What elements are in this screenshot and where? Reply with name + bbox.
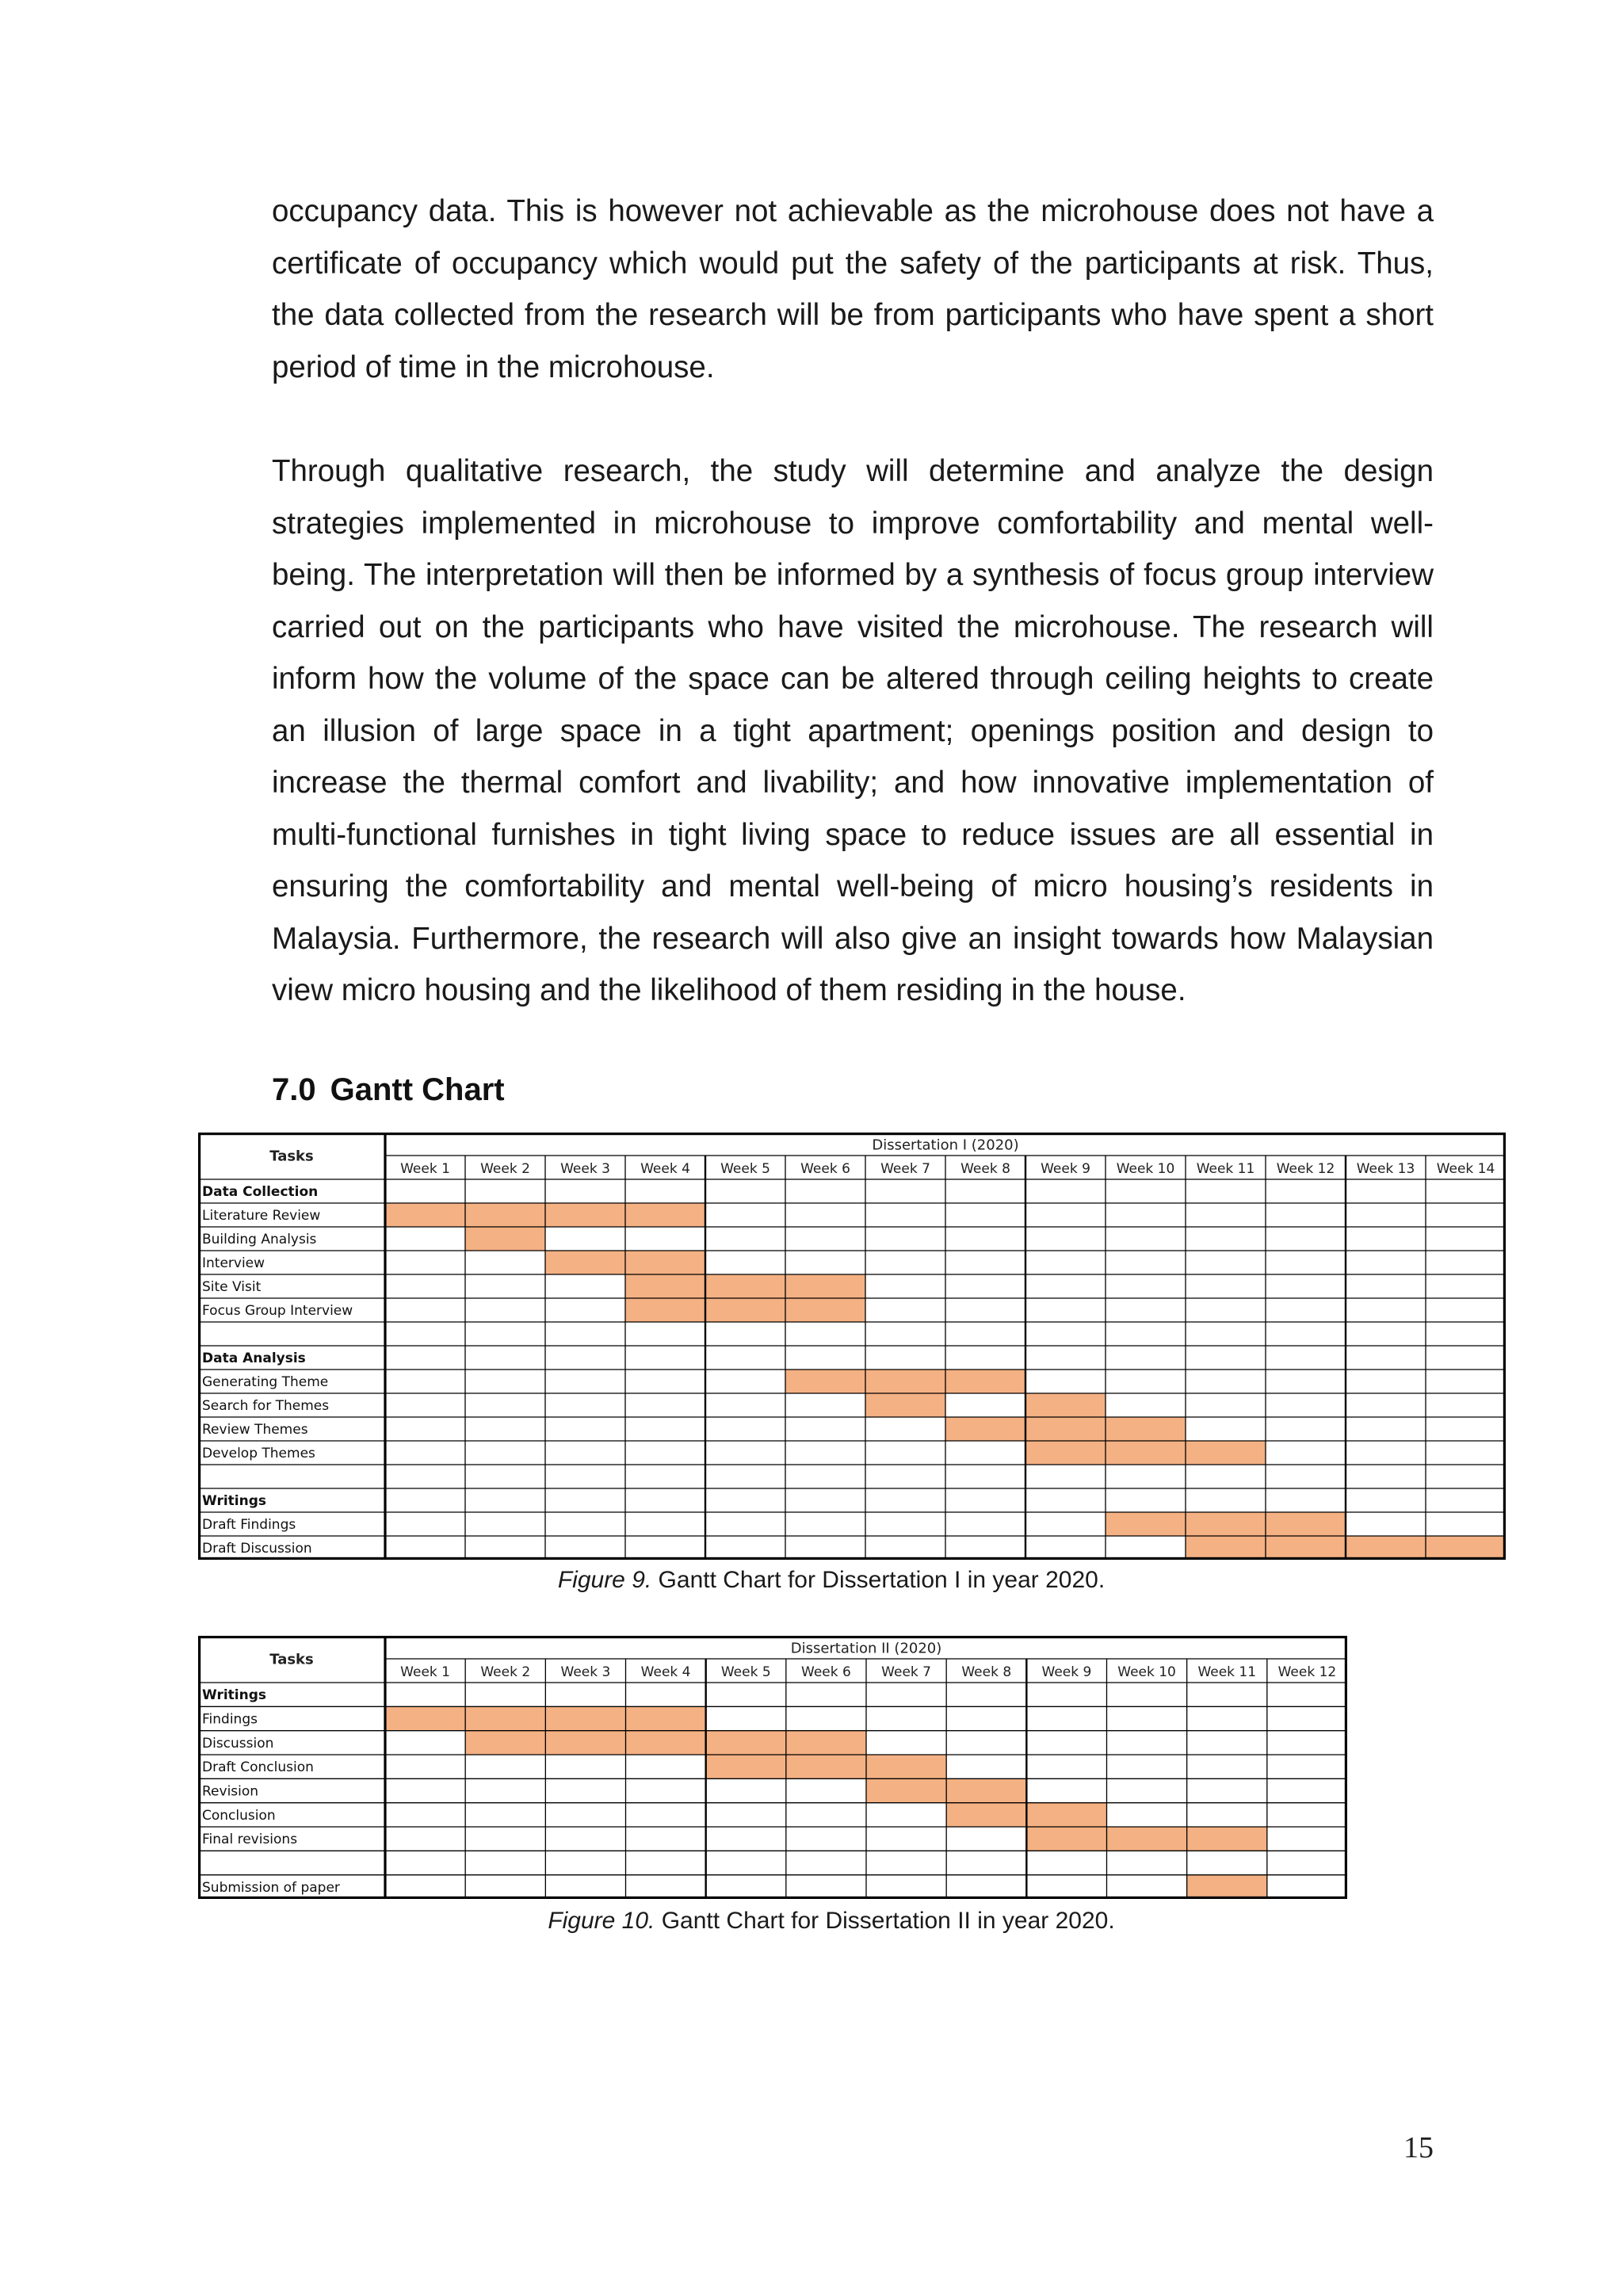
gantt-bar-cell (625, 1251, 705, 1274)
gantt-bar-cell (945, 1370, 1025, 1393)
task-group-label: Data Analysis (202, 1350, 306, 1366)
gantt-bar-cell (385, 1706, 465, 1730)
gantt-bar-cell (866, 1755, 946, 1778)
gantt-bar-cell (465, 1227, 545, 1251)
figure-9-caption (0, 1567, 1623, 1594)
chart-title: Dissertation I (2020) (872, 1137, 1019, 1154)
week-label: Week 2 (480, 1161, 530, 1177)
week-label: Week 3 (560, 1664, 611, 1680)
week-label: Week 9 (1041, 1161, 1090, 1177)
week-label: Week 8 (961, 1664, 1012, 1680)
week-label: Week 1 (400, 1161, 450, 1177)
gantt-bar-cell (946, 1778, 1026, 1802)
gantt-bar-cell (706, 1755, 786, 1778)
task-group-label: Data Collection (202, 1184, 319, 1200)
task-label: Literature Review (202, 1208, 321, 1224)
gantt-bar-cell (786, 1731, 866, 1755)
week-label: Week 2 (480, 1664, 531, 1680)
gantt-bar-cell (465, 1706, 545, 1730)
week-label: Week 10 (1116, 1161, 1175, 1177)
gantt-bar-cell (465, 1203, 545, 1227)
gantt-bar-cell (1426, 1536, 1506, 1560)
gantt-bar-cell (706, 1731, 786, 1755)
gantt-bar-cell (1187, 1827, 1267, 1851)
task-label: Draft Discussion (202, 1541, 312, 1557)
gantt-bar-cell (1266, 1536, 1346, 1560)
week-label: Week 6 (801, 1664, 851, 1680)
week-label: Week 8 (960, 1161, 1010, 1177)
figure-10-caption (0, 1908, 1623, 1935)
task-label: Focus Group Interview (202, 1303, 353, 1319)
gantt-bar-cell (626, 1731, 706, 1755)
week-label: Week 5 (720, 1161, 770, 1177)
task-label: Revision (202, 1783, 259, 1800)
week-label: Week 14 (1436, 1161, 1495, 1177)
gantt-bar-cell (545, 1731, 625, 1755)
gantt-bar-cell (1186, 1536, 1266, 1560)
week-label: Week 12 (1277, 1664, 1337, 1680)
figure-9-label: Figure 9. (557, 1567, 652, 1593)
week-label: Week 7 (881, 1664, 931, 1680)
gantt-bar-cell (465, 1731, 545, 1755)
week-label: Week 13 (1356, 1161, 1415, 1177)
gantt-bar-cell (625, 1203, 705, 1227)
tasks-header: Tasks (269, 1651, 314, 1668)
gantt-bar-cell (785, 1298, 865, 1322)
task-label: Discussion (202, 1735, 274, 1752)
chart-title: Dissertation II (2020) (790, 1640, 942, 1657)
gantt-bar-cell (1106, 1441, 1186, 1465)
gantt-bar-cell (1106, 1417, 1186, 1441)
task-label: Draft Findings (202, 1517, 296, 1533)
gantt-bar-cell (625, 1298, 705, 1322)
task-label: Building Analysis (202, 1232, 317, 1247)
gantt-bar-cell (1026, 1827, 1106, 1851)
task-label: Review Themes (202, 1422, 308, 1438)
gantt-bar-cell (1107, 1827, 1187, 1851)
task-label: Develop Themes (202, 1446, 315, 1461)
gantt-bar-cell (865, 1370, 945, 1393)
week-label: Week 4 (640, 1664, 691, 1680)
task-label: Interview (202, 1255, 265, 1271)
page-number: 15 (1403, 2131, 1434, 2164)
gantt-bar-cell (785, 1370, 865, 1393)
task-label: Findings (202, 1711, 258, 1728)
task-group-label: Writings (202, 1687, 267, 1704)
week-label: Week 5 (720, 1664, 771, 1680)
gantt-bar-cell (1346, 1536, 1426, 1560)
gantt-bar-cell (1266, 1512, 1346, 1536)
gantt-chart-dissertation-1 (198, 1133, 1506, 1560)
week-label: Week 3 (560, 1161, 610, 1177)
week-label: Week 4 (640, 1161, 690, 1177)
week-label: Week 9 (1041, 1664, 1092, 1680)
gantt-bar-cell (865, 1393, 945, 1417)
gantt-bar-cell (545, 1251, 625, 1274)
week-label: Week 10 (1117, 1664, 1176, 1680)
gantt-bar-cell (1187, 1875, 1267, 1899)
figure-10-text: Gantt Chart for Dissertation II in year 2020. (655, 1908, 1115, 1934)
task-label: Submission of paper (202, 1879, 340, 1896)
week-label: Week 11 (1197, 1664, 1257, 1680)
gantt-bar-cell (1026, 1803, 1106, 1827)
gantt-chart-dissertation-2 (198, 1636, 1347, 1899)
gantt-bar-cell (705, 1298, 785, 1322)
gantt-bar-cell (625, 1274, 705, 1298)
gantt-bar-cell (946, 1803, 1026, 1827)
gantt-bar-cell (1025, 1417, 1106, 1441)
figure-9-text: Gantt Chart for Dissertation I in year 2020. (651, 1567, 1106, 1593)
section-title: Gantt Chart (330, 1072, 505, 1107)
week-label: Week 1 (400, 1664, 450, 1680)
gantt-bar-cell (545, 1203, 625, 1227)
task-label: Draft Conclusion (202, 1759, 314, 1776)
week-label: Week 6 (800, 1161, 850, 1177)
gantt-bar-cell (785, 1274, 865, 1298)
task-group-label: Writings (202, 1493, 267, 1509)
gantt-bar-cell (945, 1417, 1025, 1441)
gantt-bar-cell (545, 1706, 625, 1730)
body-paragraph-2: Through qualitative research, the study will determine and analyze the design strategies implemented in microhouse to improve comfortability and mental well-being. The interpretation will then be informed by a synthesis of focus group interview carried out on the participants who have visited the microhouse. The research will inform how the volume of the space can be altered through ceiling heights to create an illusion of large space in a tight apartment; openings position and design to increase the thermal comfort and livability; and how innovative implementation of multi-functional furnishes in tight living space to reduce issues are all essential in ensuring the comfortability and mental well-being of micro housing’s residents in Malaysia. Furthermore, the research will also give an insight towards how Malaysian view micro housing and the likelihood of them residing in the house. (272, 454, 1434, 1007)
section-heading (272, 1066, 505, 1114)
gantt-bar-cell (1186, 1441, 1266, 1465)
gantt-bar-cell (1186, 1512, 1266, 1536)
gantt-bar-cell (385, 1203, 465, 1227)
figure-10-label: Figure 10. (548, 1908, 655, 1934)
body-paragraph-1: occupancy data. This is however not achievable as the microhouse does not have a certificate of occupancy which would put the safety of the participants at risk. Thus, the data collected from the research will be from participants who have spent a short period of time in the microhouse. (272, 194, 1434, 384)
gantt-bar-cell (1106, 1512, 1186, 1536)
task-label: Generating Theme (202, 1374, 329, 1390)
gantt-bar-cell (786, 1755, 866, 1778)
gantt-bar-cell (626, 1706, 706, 1730)
gantt-bar-cell (866, 1778, 946, 1802)
gantt-bar-cell (705, 1274, 785, 1298)
week-label: Week 12 (1276, 1161, 1335, 1177)
task-label: Final revisions (202, 1832, 298, 1848)
tasks-header: Tasks (269, 1148, 314, 1165)
gantt-bar-cell (1025, 1441, 1106, 1465)
task-label: Search for Themes (202, 1398, 330, 1414)
section-number: 7.0 (272, 1072, 316, 1107)
week-label: Week 11 (1196, 1161, 1255, 1177)
gantt-bar-cell (1025, 1393, 1106, 1417)
task-label: Conclusion (202, 1807, 276, 1824)
week-label: Week 7 (880, 1161, 930, 1177)
task-label: Site Visit (202, 1279, 262, 1295)
